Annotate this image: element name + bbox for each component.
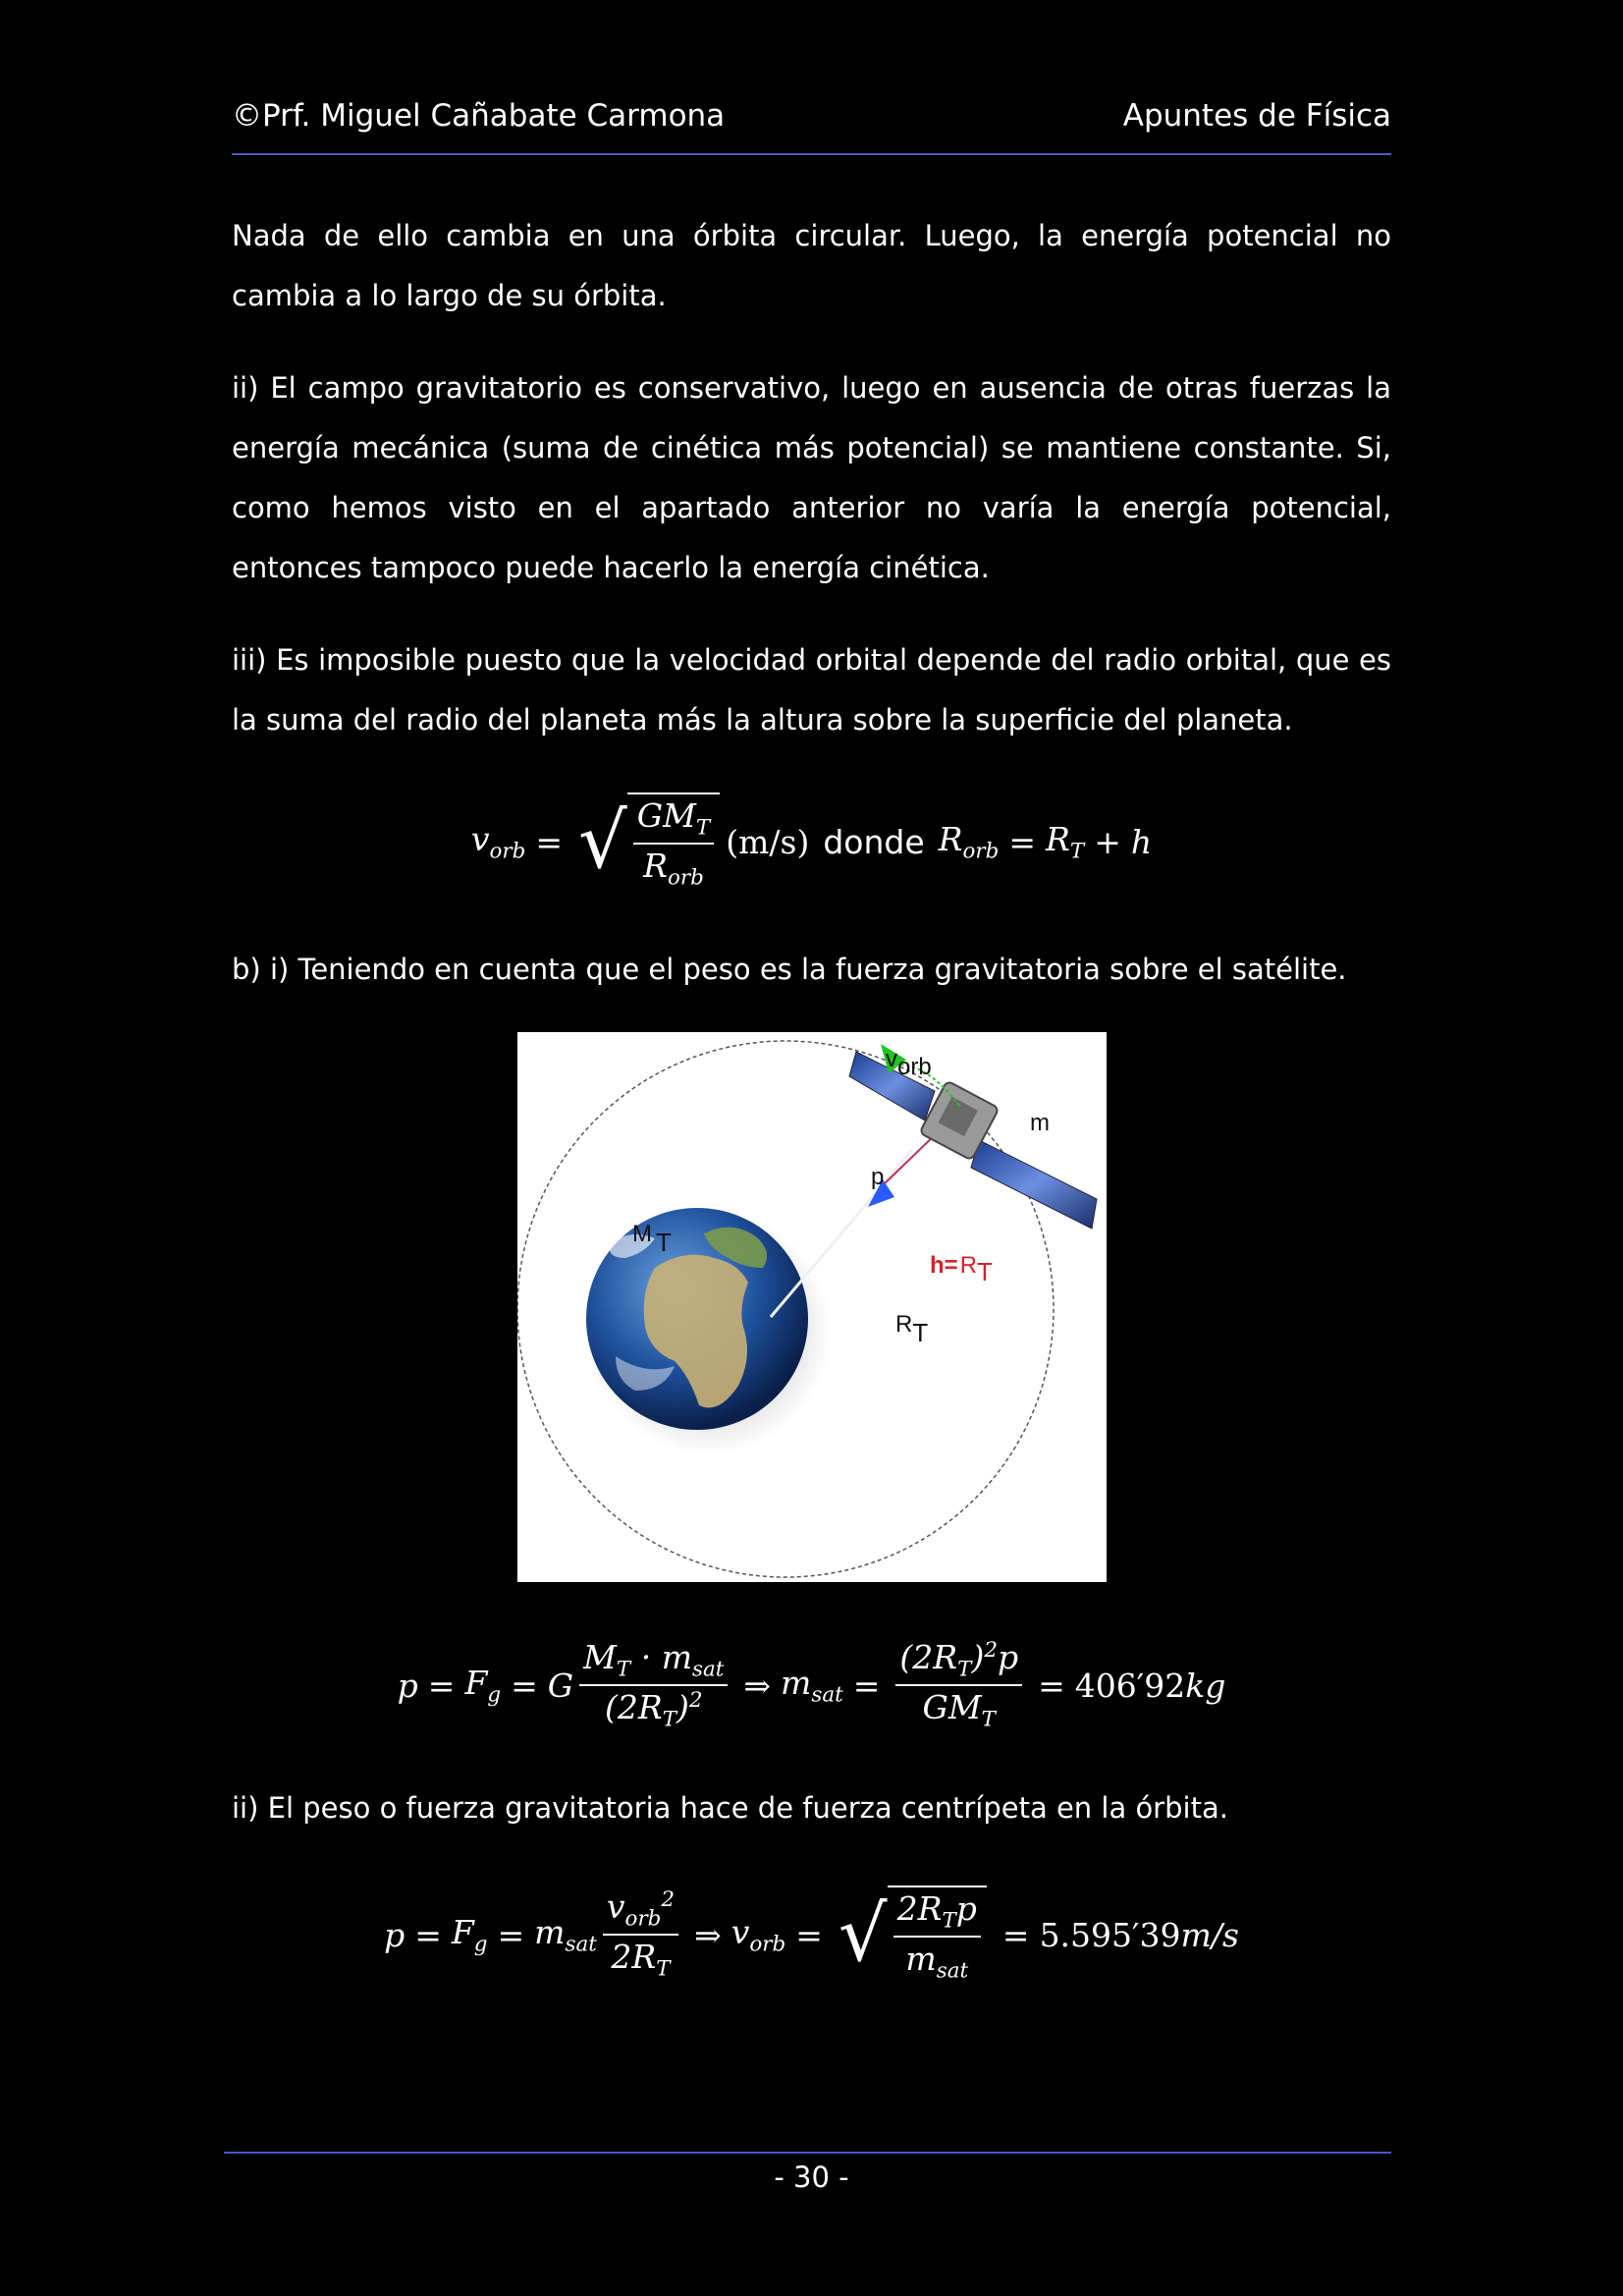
- paragraph-3: iii) Es imposible puesto que la velocidad orbital depende del radio orbital, que es la suma del radio del planeta más la altura sobre la superficie del planeta.: [232, 643, 1391, 737]
- satellite: [849, 1052, 1097, 1229]
- paragraph-2: ii) El campo gravitatorio es conservativo, luego en ausencia de otras fuerzas la energía mecánica (suma de cinética más potencial) se mantiene constante. Si, como hemos visto en el apartado anterior no varía la energía potencial, entonces tampoco puede hacerlo la energía cinética.: [232, 371, 1391, 584]
- equation-orbital-velocity: $v_{orb}$ = √ $\frac{GM_T}{R_{orb}}$ (m/s) donde $R_{orb}$ = $R_T$ + h: [232, 783, 1391, 901]
- equation-connector: donde: [823, 822, 925, 861]
- footer-rule: [224, 2152, 1391, 2154]
- paragraph-5: ii) El peso o fuerza gravitatoria hace de fuerza centrípeta en la órbita.: [232, 1791, 1228, 1825]
- page-number: - 30 -: [774, 2160, 849, 2194]
- velocity-unit: m/s: [1180, 1915, 1239, 1954]
- satellite-mass-unit: kg: [1185, 1666, 1226, 1705]
- radius-line: [771, 1150, 912, 1317]
- label-velocity: vorb: [885, 1046, 932, 1080]
- label-height: h=RT: [929, 1252, 993, 1286]
- paragraph-1: Nada de ello cambia en una órbita circular. Luego, la energía potencial no cambia a lo largo de su órbita.: [232, 219, 1391, 312]
- satellite-mass-value: 406′92: [1074, 1666, 1186, 1705]
- earth: [586, 1208, 808, 1430]
- equation-units: (m/s): [726, 822, 810, 861]
- equation-satellite-mass: p = $F_g$ = G $\frac{M_T \cdot m_{sat}}{(2R_T)^2}$ ⇒ $m_{sat}$ = $\frac{(2R_T)^2p}{GM_T}$ = 406′92 kg: [397, 1638, 1226, 1732]
- page-content: [232, 206, 1391, 1998]
- label-weight: p: [870, 1164, 884, 1190]
- header-subject: Apuntes de Física: [1122, 98, 1391, 134]
- label-earth-radius: RT: [894, 1311, 928, 1347]
- equation-velocity: p = $F_g$ = $m_{sat}$ $\frac{v_{orb}^2}{2R_T}$ ⇒ $v_{orb}$ = √ $\frac{2R_Tp}{m_{sat}}$ = 5.595′39 m/s: [384, 1887, 1239, 1984]
- page-header: [232, 98, 1391, 155]
- velocity-value: 5.595′39: [1039, 1915, 1181, 1954]
- satellite-orbit-figure: [517, 1032, 1107, 1582]
- label-mass: m: [1029, 1110, 1050, 1136]
- header-author: ©Prf. Miguel Cañabate Carmona: [232, 98, 726, 134]
- orbit-diagram: [517, 1032, 1107, 1582]
- paragraph-4: b) i) Teniendo en cuenta que el peso es la fuerza gravitatoria sobre el satélite.: [232, 953, 1347, 986]
- label-earth-mass: M T: [631, 1221, 672, 1257]
